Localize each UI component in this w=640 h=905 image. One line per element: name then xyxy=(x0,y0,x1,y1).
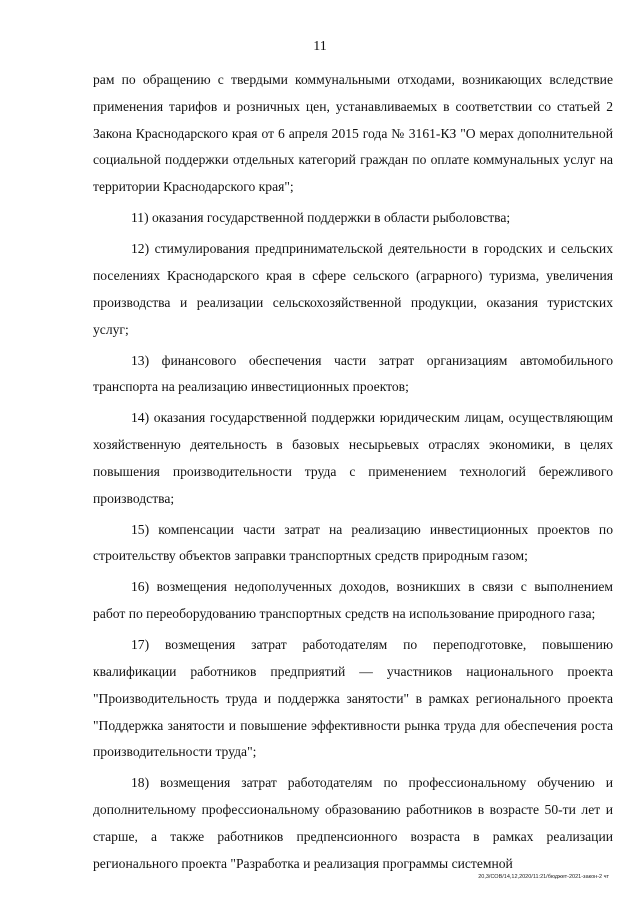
document-footer-code: 20,3/СОВ/14,12,2020/11:21/бюджет-2021-закон-2 чт xyxy=(478,874,609,880)
paragraph-item-12: 12) стимулирования предпринимательской деятельности в городских и сельских поселениях Краснодарского края в сфере сельского (аграрного) туризма, увеличения производства и реализации сельскохозяйственной продукции, оказания туристских услуг; xyxy=(93,241,613,337)
paragraph-item-13: 13) финансового обеспечения части затрат организациям автомобильного транспорта на реализацию инвестиционных проектов; xyxy=(93,352,613,395)
paragraph-continuation: рам по обращению с твердыми коммунальными отходами, возникающих вследствие применения тарифов и розничных цен, устанавливаемых в соответствии со статьей 2 Закона Краснодарского края от 6 апреля 2015 года № 3161-КЗ "О мерах дополнительной социальной поддержки отдельных категорий граждан по оплате коммунальных услуг на территории Краснодарского края"; xyxy=(93,72,613,195)
paragraph-item-17: 17) возмещения затрат работодателям по переподготовке, повышению квалификации работников предприятий — участников национального проекта "Производительность труда и поддержка занятости" в рамках регионального проекта "Поддержка занятости и повышение эффективности рынка труда для обеспечения роста производительности труда"; xyxy=(93,637,613,760)
paragraph-item-18: 18) возмещения затрат работодателям по профессиональному обучению и дополнительному профессиональному образованию работников в возрасте 50-ти лет и старше, а также работников предпенсионного возраста в рамках реализации регионального проекта "Разработка и реализация программы системной xyxy=(93,775,613,871)
paragraph-item-14: 14) оказания государственной поддержки юридическим лицам, осуществляющим хозяйственную деятельность в базовых несырьевых отраслях экономики, в целях повышения производительности труда с применением технологий бережливого производства; xyxy=(93,410,613,506)
paragraph-item-15: 15) компенсации части затрат на реализацию инвестиционных проектов по строительству объектов заправки транспортных средств природным газом; xyxy=(93,521,613,564)
page-number: 11 xyxy=(313,39,327,54)
document-body xyxy=(93,67,613,882)
paragraph-item-11: 11) оказания государственной поддержки в области рыболовства; xyxy=(131,210,511,226)
paragraph-item-16: 16) возмещения недополученных доходов, возникших в связи с выполнением работ по переоборудованию транспортных средств на использование природного газа; xyxy=(93,579,613,622)
